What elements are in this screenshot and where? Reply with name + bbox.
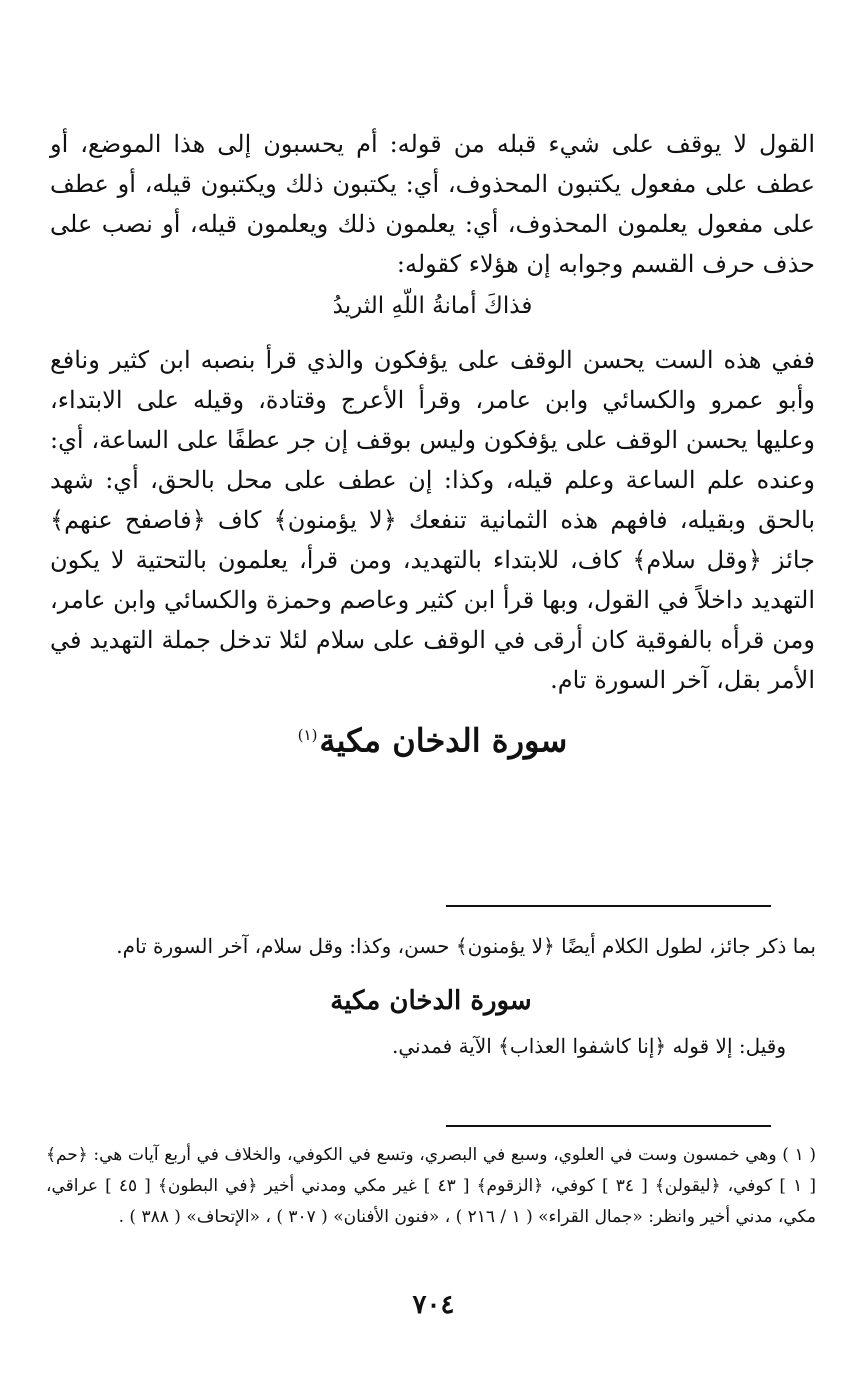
page-number: ٧٠٤ bbox=[412, 1290, 455, 1320]
commentary-heading: سورة الدخان مكية bbox=[330, 986, 532, 1016]
main-paragraph-2: ففي هذه الست يحسن الوقف على يؤفكون والذي قرأ بنصبه ابن كثير ونافع وأبو عمرو والكسائي وابن عامر، وقرأ الأعرج وقتادة، وقيله على الابتداء، وعليها يحسن الوقف على يؤفكون وليس بوقف إن جر عطفًا على الساعة، أي: وعنده علم الساعة وعلم قيله، وكذا: إن عطف على محل بالحق، أي: شهد بالحق وبقيله، فافهم هذه الثمانية تنفعك ﴿لا يؤمنون﴾ كاف ﴿فاصفح عنهم﴾ جائز ﴿وقل سلام﴾ كاف، للابتداء بالتهديد، ومن قرأ، يعلمون بالتحتية لا يكون التهديد داخلاً في القول، وبها قرأ ابن كثير وعاصم وحمزة والكسائي وابن عامر، ومن قرأه بالفوقية كان أرقى في الوقف على سلام لئلا تدخل جملة التهديد في الأمر بقل، آخر السورة تام. bbox=[50, 346, 815, 694]
main-text-block bbox=[50, 124, 815, 766]
footnote-separator bbox=[446, 1125, 771, 1127]
footnote-text: ( ١ ) وهي خمسون وست في العلوي، وسبع في البصري، وتسع في الكوفي، والخلاف في أربع آيات هي: ﴿حم﴾ [ ١ ] كوفي، ﴿ليقولن﴾ [ ٣٤ ] كوفي، ﴿الزقوم﴾ [ ٤٣ ] غير مكي ومدني أخير ﴿في البطون﴾ [ ٤٥ ] عراقي، مكي، مدني أخير وانظر: «جمال القراء» ( ١ / ٢١٦ ) ، «فنون الأفنان» ( ٣٠٧ ) ، «الإتحاف» ( ٣٨٨ ) . bbox=[46, 1145, 816, 1227]
surah-title bbox=[50, 710, 815, 766]
commentary-separator bbox=[446, 905, 771, 907]
surah-title-text: سورة الدخان مكية bbox=[319, 721, 568, 760]
poetry-verse: فذاكَ أمانةُ اللّهِ الثريدُ bbox=[332, 293, 533, 319]
main-paragraph-1: القول لا يوقف على شيء قبله من قوله: أم يحسبون إلى هذا الموضع، أو عطف على مفعول يكتبون المحذوف، أي: يكتبون ذلك ويكتبون قيله، أو عطف على مفعول يعلمون المحذوف، أي: يعلمون ذلك ويعلمون قيله، أو نصب على حذف حرف القسم وجوابه إن هؤلاء كقوله: bbox=[50, 130, 815, 278]
footnote-section bbox=[46, 1140, 816, 1233]
commentary-text: بما ذكر جائز، لطول الكلام أيضًا ﴿لا يؤمنون﴾ حسن، وكذا: وقل سلام، آخر السورة تام. bbox=[116, 934, 816, 958]
footnote-reference: (١) bbox=[297, 726, 318, 744]
commentary-note: وقيل: إلا قوله ﴿إنا كاشفوا العذاب﴾ الآية فمدني. bbox=[392, 1034, 786, 1058]
commentary-section bbox=[46, 928, 816, 1064]
